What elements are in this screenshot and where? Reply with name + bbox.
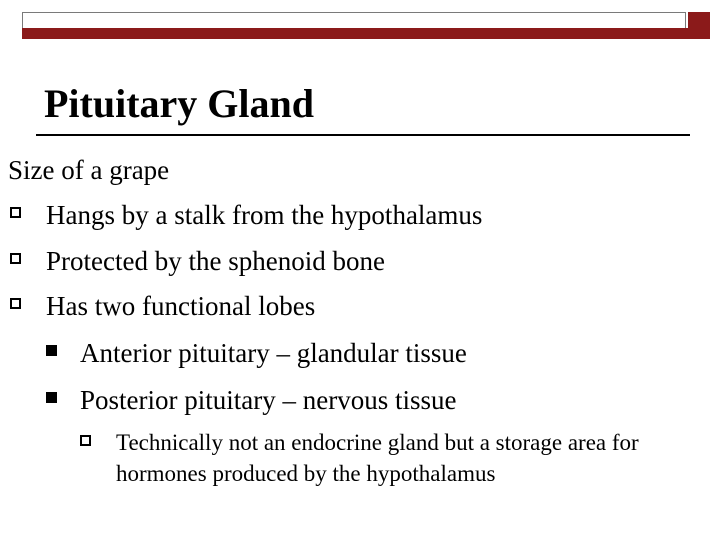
body-line-size: Size of a grape: [8, 155, 170, 185]
hollow-square-bullet-icon: [10, 298, 21, 309]
title-underline: [36, 134, 690, 136]
bullet-item-lobes: Has two functional lobes: [46, 291, 316, 321]
sub-bullet-posterior: Posterior pituitary – nervous tissue: [80, 385, 457, 415]
hollow-square-bullet-icon: [10, 207, 21, 218]
solid-square-bullet-icon: [46, 392, 57, 403]
bullet-item-sphenoid: Protected by the sphenoid bone: [46, 246, 385, 276]
sub-sub-bullet-technically: Technically not an endocrine gland but a storage area for hormones produced by the hypothalamus: [116, 430, 639, 486]
sub-bullet-anterior: Anterior pituitary – glandular tissue: [80, 338, 467, 368]
hollow-square-bullet-icon: [80, 435, 91, 446]
slide-title: Pituitary Gland: [44, 81, 315, 126]
bullet-item-stalk: Hangs by a stalk from the hypothalamus: [46, 200, 483, 230]
hollow-square-bullet-icon: [10, 253, 21, 264]
top-decorative-square: [688, 12, 710, 29]
solid-square-bullet-icon: [46, 345, 57, 356]
top-decorative-bar-outline: [22, 12, 686, 29]
top-decorative-bar: [22, 28, 710, 39]
